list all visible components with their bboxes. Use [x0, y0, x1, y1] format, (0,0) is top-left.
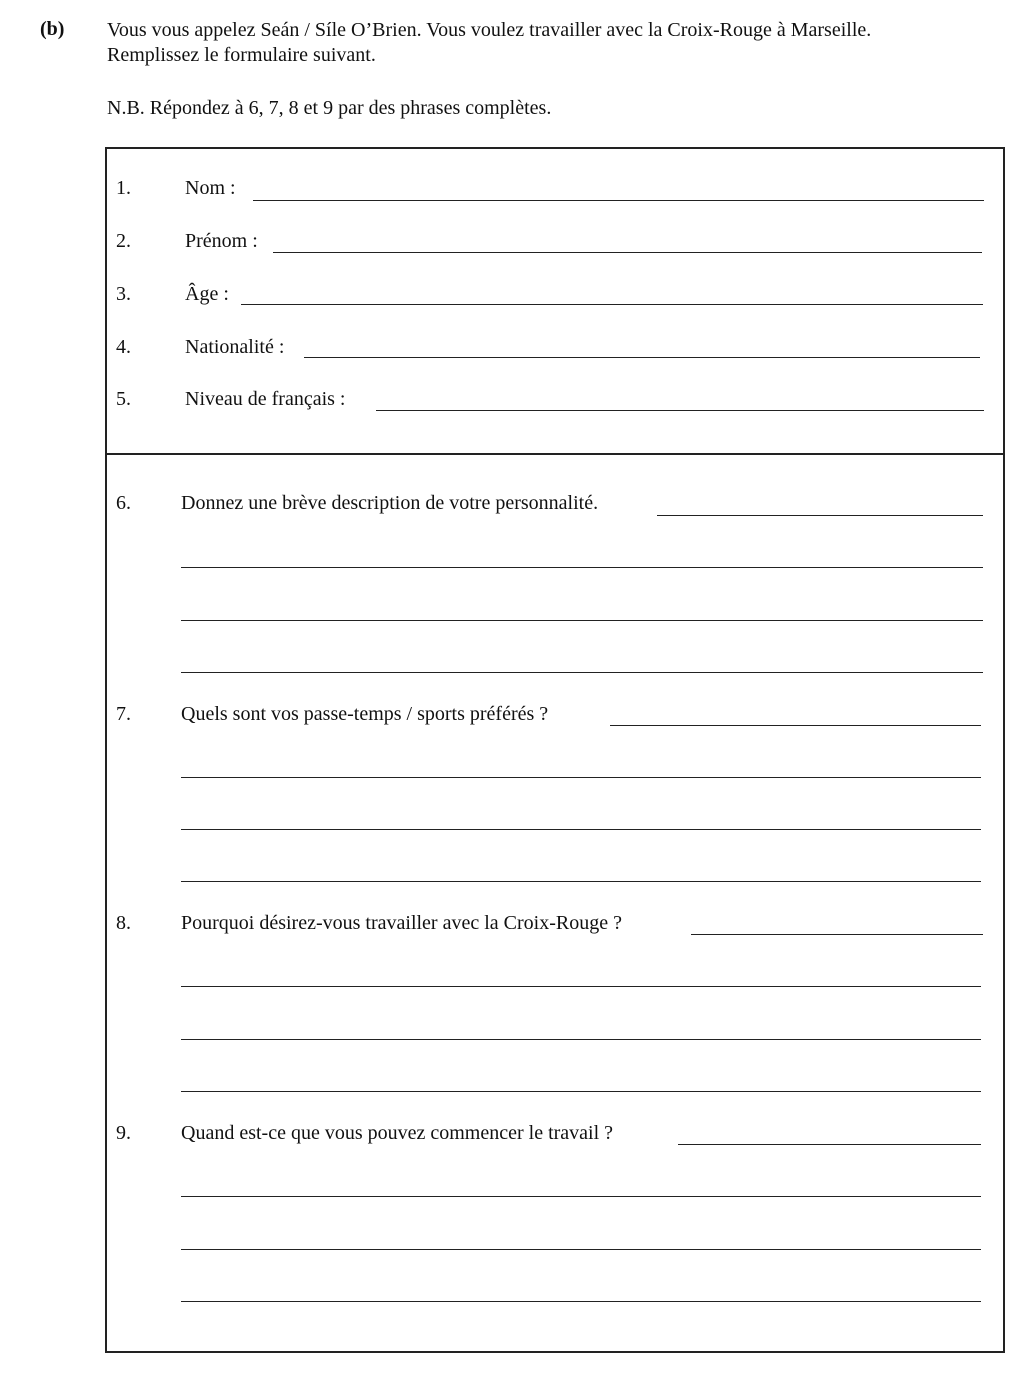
question-number: 6. — [116, 492, 131, 514]
answer-line[interactable] — [181, 1249, 981, 1250]
field-label: Âge : — [185, 283, 229, 305]
answer-line[interactable] — [181, 881, 981, 882]
answer-line[interactable] — [678, 1144, 981, 1145]
question-number: 8. — [116, 912, 131, 934]
answer-line[interactable] — [181, 1196, 981, 1197]
field-label: Niveau de français : — [185, 388, 346, 410]
answer-line[interactable] — [181, 567, 983, 568]
answer-line[interactable] — [181, 620, 983, 621]
field-number: 2. — [116, 230, 131, 252]
form-box — [105, 147, 1005, 1353]
instructions-line-1: Vous vous appelez Seán / Síle O’Brien. Vous voulez travailler avec la Croix-Rouge à Marseille. — [107, 19, 872, 41]
field-label: Nationalité : — [185, 336, 285, 358]
instructions — [107, 18, 871, 68]
answer-line[interactable] — [181, 986, 981, 987]
age-answer-line[interactable] — [241, 304, 983, 305]
question-label: Donnez une brève description de votre personnalité. — [181, 492, 599, 514]
nationalite-answer-line[interactable] — [304, 357, 980, 358]
field-number: 4. — [116, 336, 131, 358]
answer-line[interactable] — [181, 829, 981, 830]
answer-line[interactable] — [181, 1039, 981, 1040]
field-number: 5. — [116, 388, 131, 410]
nom-answer-line[interactable] — [253, 200, 984, 201]
field-label: Nom : — [185, 177, 236, 199]
question-number: 9. — [116, 1122, 131, 1144]
answer-line[interactable] — [181, 1301, 981, 1302]
niveau-answer-line[interactable] — [376, 410, 984, 411]
field-number: 3. — [116, 283, 131, 305]
answer-line[interactable] — [657, 515, 983, 516]
nb-note: N.B. Répondez à 6, 7, 8 et 9 par des phrases complètes. — [107, 97, 552, 119]
question-number: 7. — [116, 703, 131, 725]
field-label: Prénom : — [185, 230, 258, 252]
answer-line[interactable] — [691, 934, 983, 935]
form-section-divider — [105, 453, 1005, 455]
answer-line[interactable] — [610, 725, 981, 726]
instructions-line-2: Remplissez le formulaire suivant. — [107, 44, 376, 66]
question-label: Pourquoi désirez-vous travailler avec la Croix-Rouge ? — [181, 912, 622, 934]
question-label: Quels sont vos passe-temps / sports préférés ? — [181, 703, 549, 725]
question-label: Quand est-ce que vous pouvez commencer le travail ? — [181, 1122, 614, 1144]
part-label: (b) — [40, 18, 65, 40]
field-number: 1. — [116, 177, 131, 199]
prenom-answer-line[interactable] — [273, 252, 982, 253]
answer-line[interactable] — [181, 777, 981, 778]
answer-line[interactable] — [181, 1091, 981, 1092]
answer-line[interactable] — [181, 672, 983, 673]
